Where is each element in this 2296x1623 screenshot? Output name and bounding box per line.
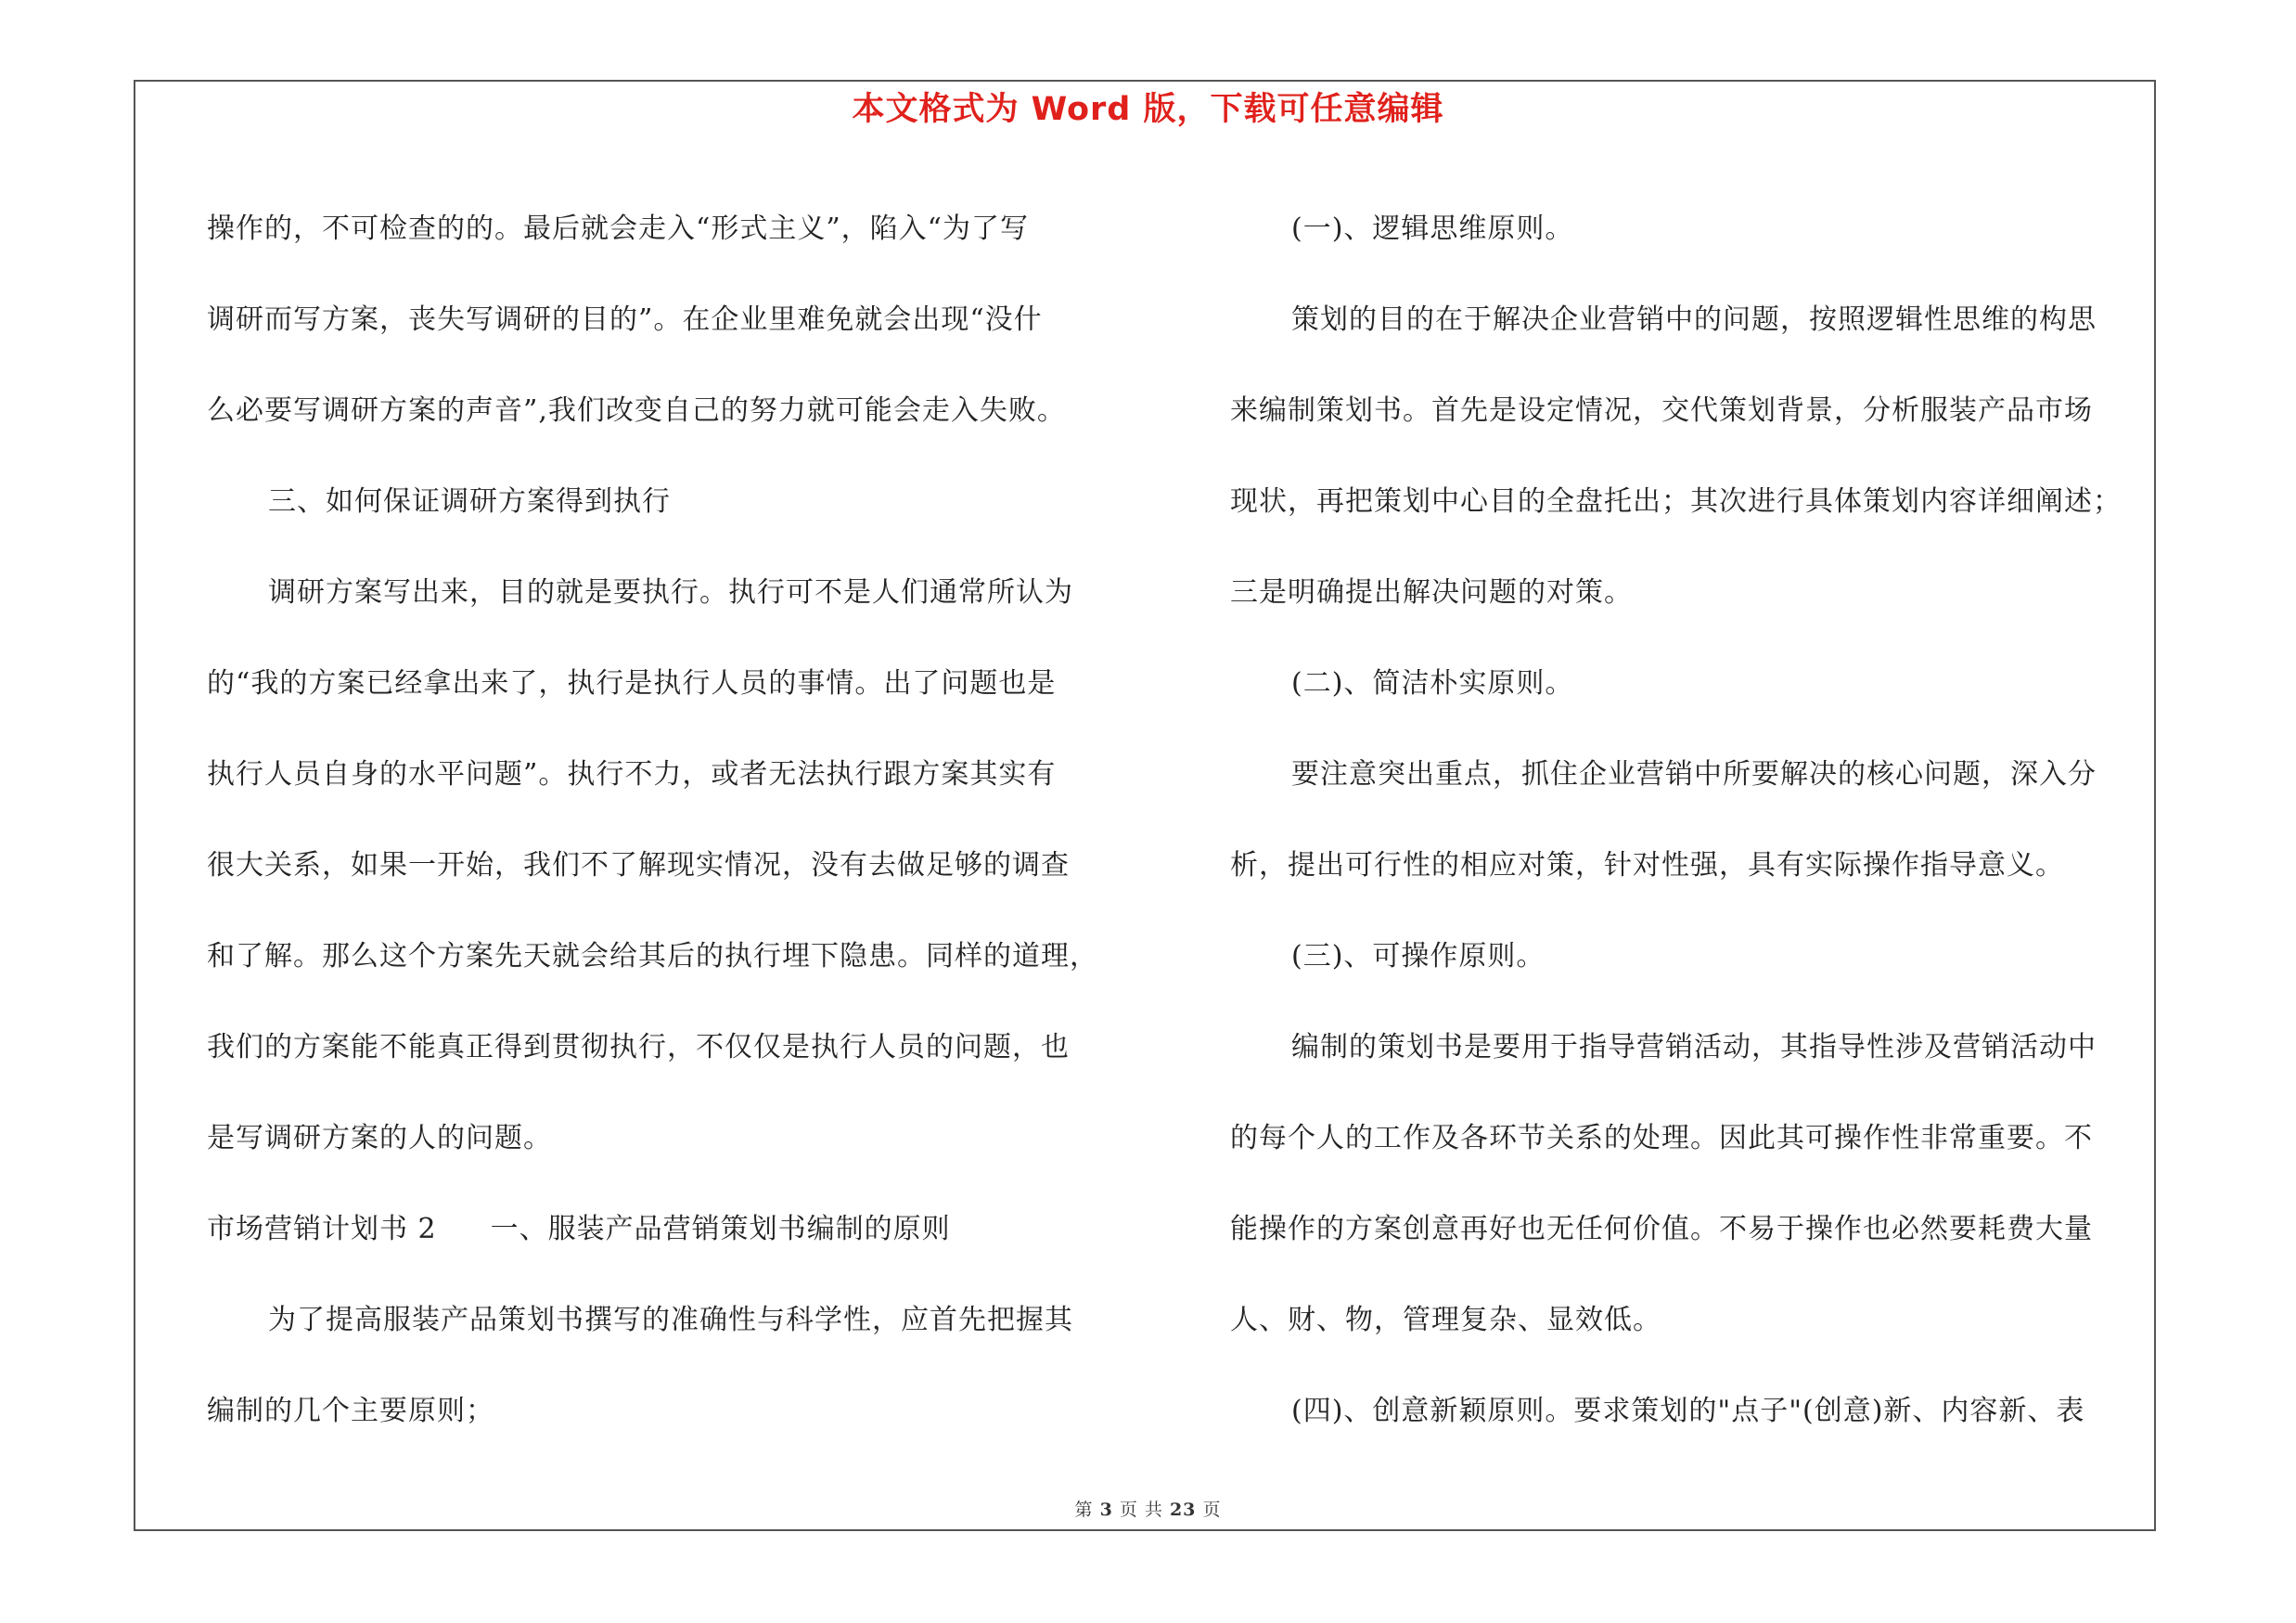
paragraph-line: 的“我的方案已经拿出来了，执行是执行人员的事情。出了问题也是: [207, 667, 1057, 700]
footer-prefix: 第: [1074, 1500, 1094, 1520]
paragraph-line: 编制的策划书是要用于指导营销活动，其指导性涉及营销活动中: [1291, 1031, 2097, 1063]
paragraph-line: 执行人员自身的水平问题”。执行不力，或者无法执行跟方案其实有: [207, 758, 1057, 791]
current-page-number: 3: [1099, 1500, 1113, 1520]
paragraph-line: 三是明确提出解决问题的对策。: [1230, 576, 1633, 609]
paragraph-line: 调研方案写出来，目的就是要执行。执行可不是人们通常所认为: [268, 576, 1073, 609]
paragraph-line: 操作的，不可检查的的。最后就会走入“形式主义”，陷入“为了写: [207, 213, 1030, 245]
paragraph-line: 现状，再把策划中心目的全盘托出；其次进行具体策划内容详细阐述；: [1230, 485, 2122, 518]
paragraph-line: 来编制策划书。首先是设定情况，交代策划背景，分析服装产品市场: [1230, 394, 2093, 427]
page-footer: [0, 1496, 2296, 1521]
format-notice-banner: 本文格式为 Word 版，下载可任意编辑: [852, 91, 1444, 128]
footer-suffix: 页: [1202, 1500, 1222, 1520]
paragraph-line: (四)、创意新颖原则。要求策划的"点子"(创意)新、内容新、表: [1291, 1395, 2085, 1427]
paragraph-line: 是写调研方案的人的问题。: [207, 1122, 552, 1154]
paragraph-line: 和了解。那么这个方案先天就会给其后的执行埋下隐患。同样的道理，: [207, 940, 1098, 973]
paragraph-line: 人、财、物，管理复杂、显效低。: [1230, 1304, 1661, 1336]
paragraph-line: (一)、逻辑思维原则。: [1291, 213, 1574, 245]
paragraph-line: 么必要写调研方案的声音”,我们改变自己的努力就可能会走入失败。: [207, 394, 1066, 427]
section-heading: [207, 1184, 1135, 1275]
paragraph-line: 能操作的方案创意再好也无任何价值。不易于操作也必然要耗费大量: [1230, 1213, 2093, 1245]
paragraph-line: 要注意突出重点，抓住企业营销中所要解决的核心问题，深入分: [1291, 758, 2097, 791]
document-title: 市场营销计划书 2: [207, 1213, 437, 1245]
footer-middle: 页 共: [1119, 1500, 1163, 1520]
paragraph-line: 三、如何保证调研方案得到执行: [268, 485, 671, 518]
paragraph-line: 为了提高服装产品策划书撰写的准确性与科学性，应首先把握其: [268, 1304, 1073, 1336]
left-column: [207, 184, 1135, 1457]
paragraph-line: (二)、简洁朴实原则。: [1291, 667, 1574, 700]
paragraph-line: (三)、可操作原则。: [1291, 940, 1546, 973]
total-page-count: 23: [1169, 1500, 1197, 1520]
section-subtitle: 一、服装产品营销策划书编制的原则: [490, 1213, 951, 1245]
paragraph-line: 调研而写方案，丧失写调研的目的”。在企业里难免就会出现“没什: [207, 303, 1043, 336]
paragraph-line: 策划的目的在于解决企业营销中的问题，按照逻辑性思维的构思: [1291, 303, 2097, 336]
right-column: [1230, 184, 2158, 1457]
paragraph-line: 我们的方案能不能真正得到贯彻执行，不仅仅是执行人员的问题，也: [207, 1031, 1070, 1063]
paragraph-line: 的每个人的工作及各环节关系的处理。因此其可操作性非常重要。不: [1230, 1122, 2093, 1154]
paragraph-line: 编制的几个主要原则；: [207, 1395, 494, 1427]
paragraph-line: 很大关系，如果一开始，我们不了解现实情况，没有去做足够的调查: [207, 849, 1070, 882]
paragraph-line: 析，提出可行性的相应对策，针对性强，具有实际操作指导意义。: [1230, 849, 2064, 882]
